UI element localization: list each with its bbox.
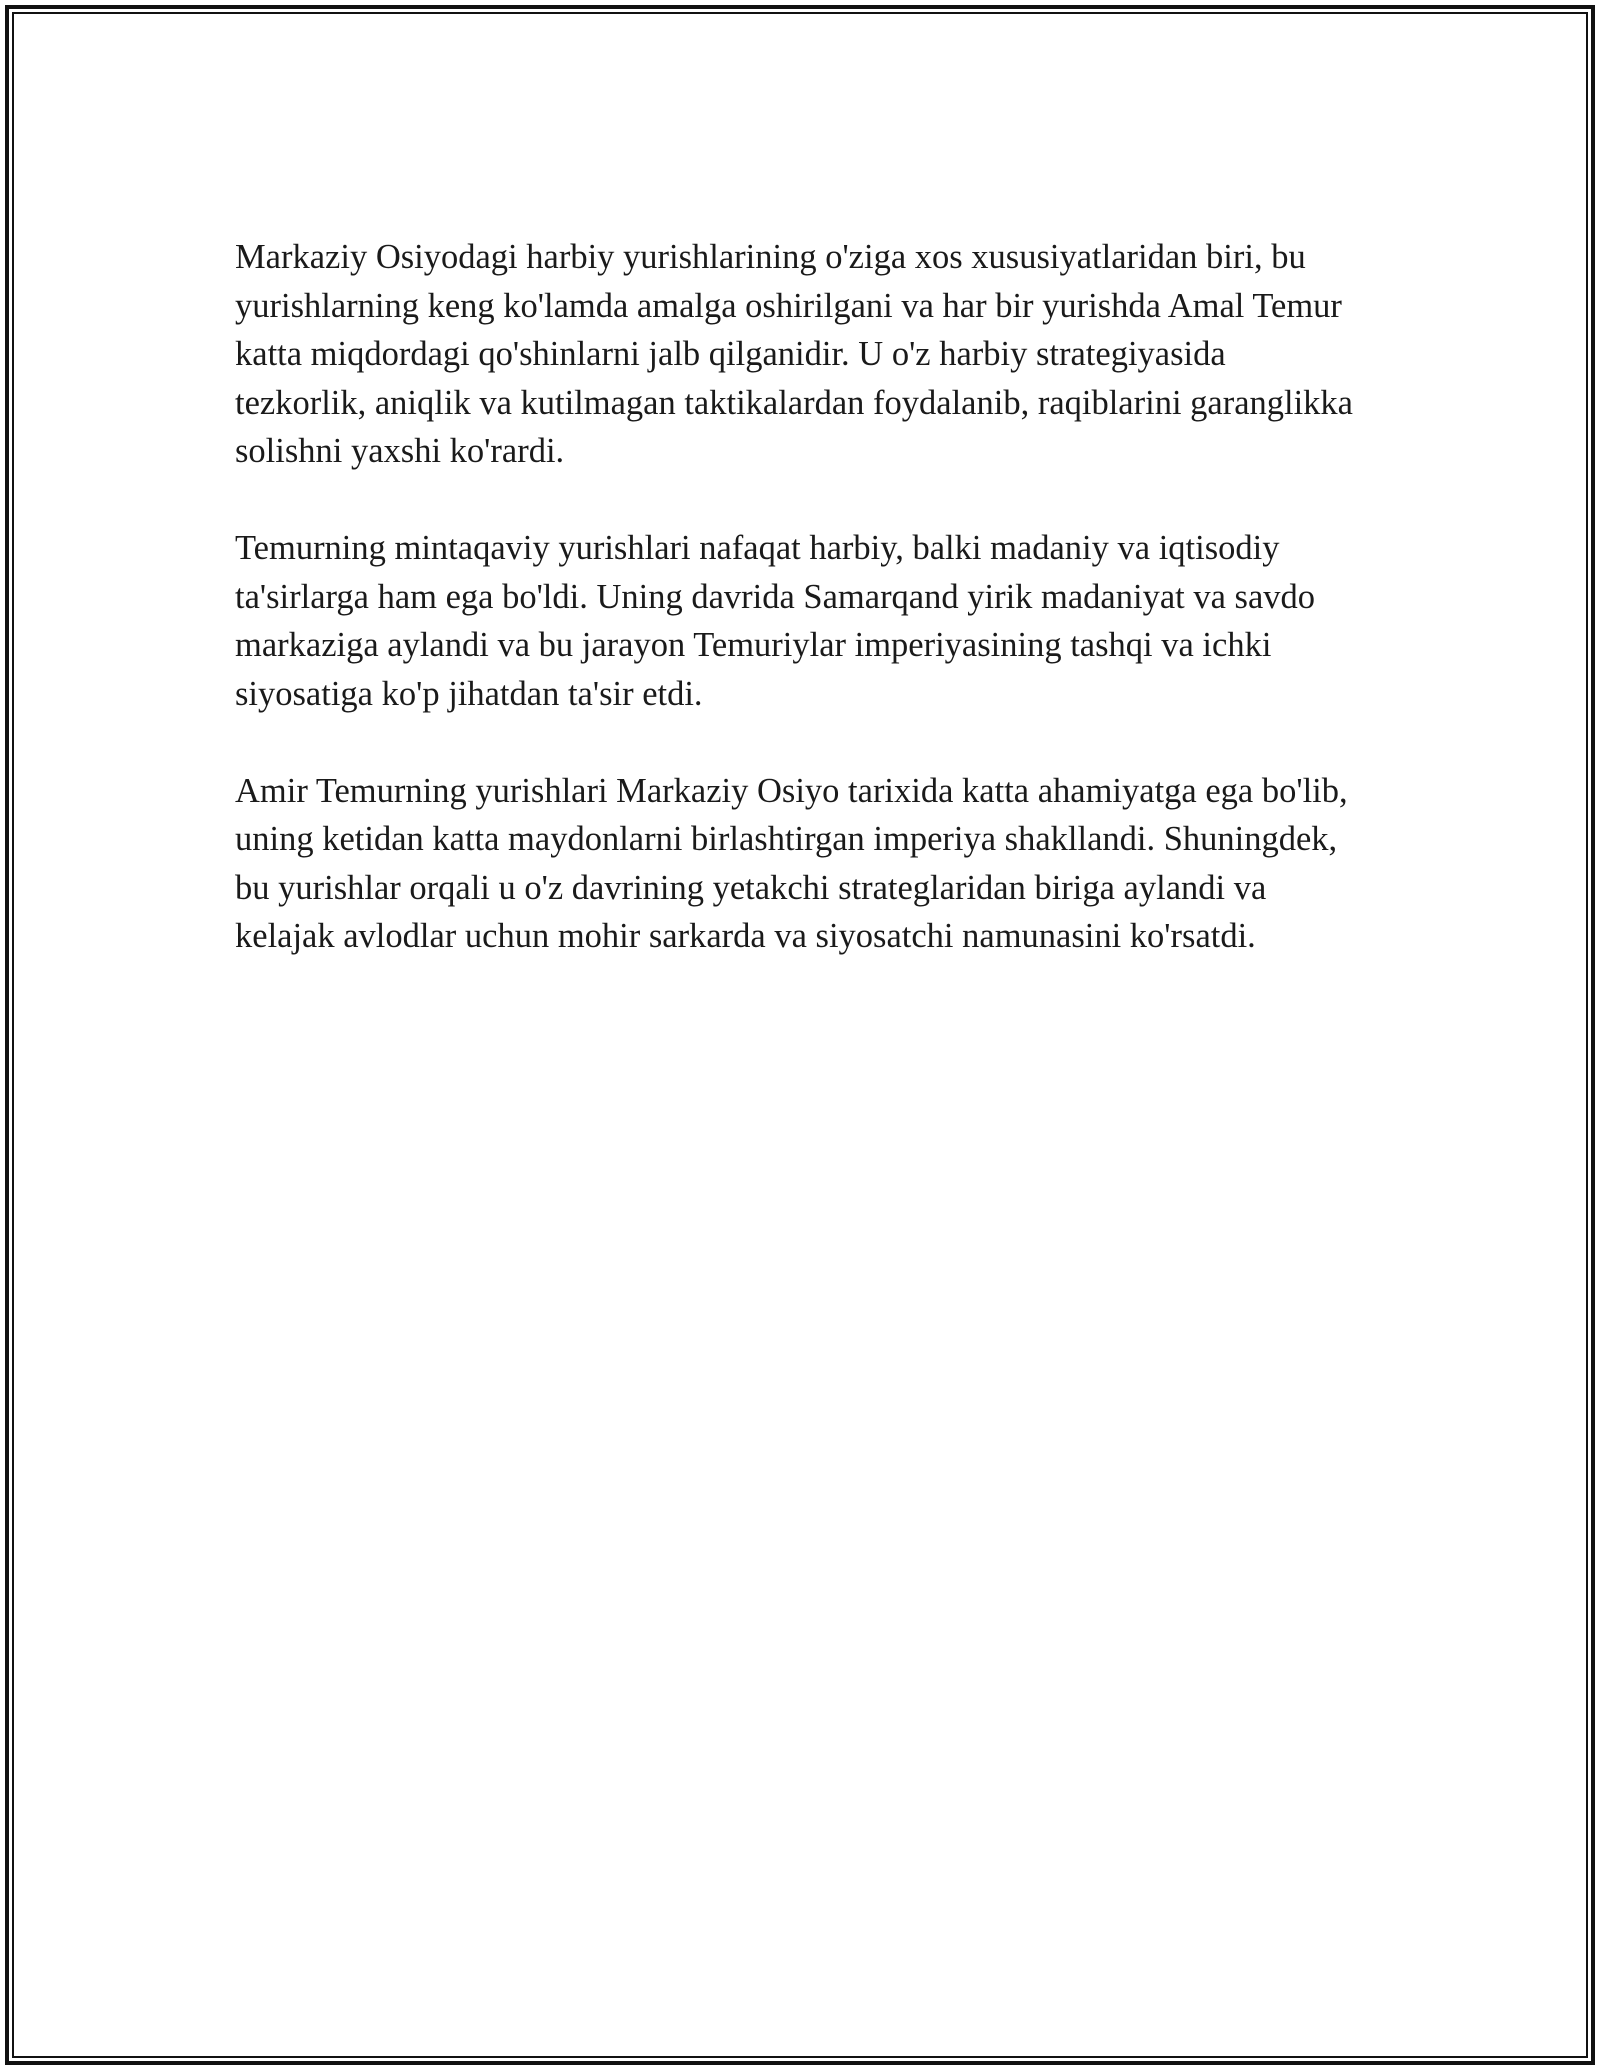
paragraph-3: Amir Temurning yurishlari Markaziy Osiyo tarixida katta ahamiyatga ega bo'lib, uning ketidan katta maydonlarni birlashtirgan imperiya shakllandi. Shuningdek, bu yurishlar orqali u o'z davrining yetakchi strateglaridan biriga aylandi va kelajak avlodlar uchun mohir sarkarda va siyosatchi namunasini ko'rsatdi. xyxy=(235,771,1348,955)
paragraph-1: Markaziy Osiyodagi harbiy yurishlarining o'ziga xos xususiyatlaridan biri, bu yurishlarning keng ko'lamda amalga oshirilgani va har bir yurishda Amal Temur katta miqdordagi qo'shinlarni jalb qilganidir. U o'z harbiy strategiyasida tezkorlik, aniqlik va kutilmagan taktikalardan foydalanib, raqiblarini garanglikka solishni yaxshi ko'rardi. xyxy=(235,238,1353,470)
document-body xyxy=(235,233,1365,961)
paragraph-2: Temurning mintaqaviy yurishlari nafaqat harbiy, balki madaniy va iqtisodiy ta'sirlarga ham ega bo'ldi. Uning davrida Samarqand yirik madaniyat va savdo markaziga aylandi va bu jarayon Temuriylar imperiyasining tashqi va ichki siyosatiga ko'p jihatdan ta'sir etdi. xyxy=(235,529,1316,713)
